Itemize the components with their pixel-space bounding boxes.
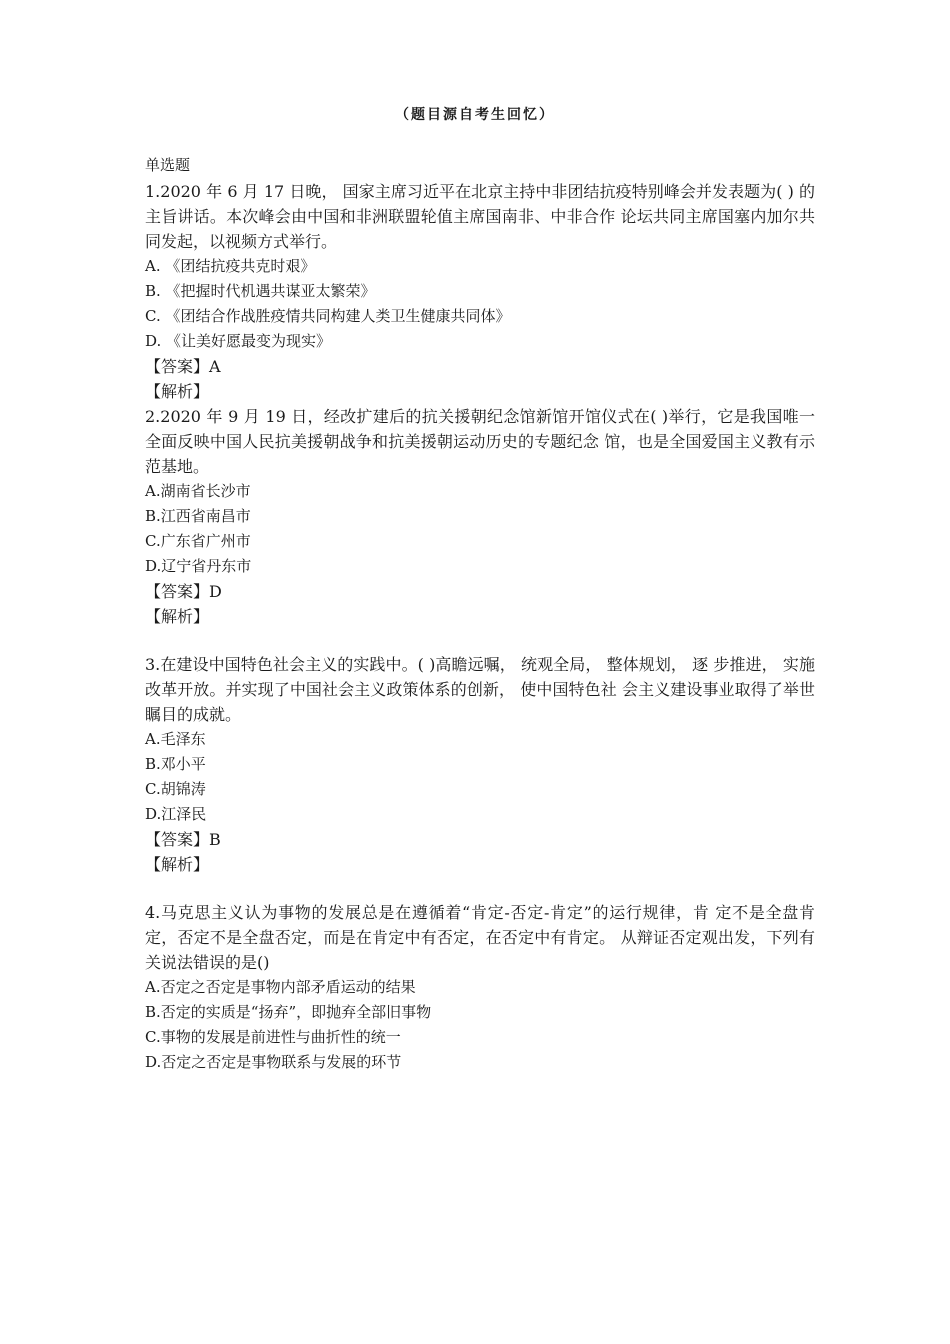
question-stem: 2.2020 年 9 月 19 日，经改扩建后的抗关援朝纪念馆新馆开馆仪式在( )举行，它是我国唯一全面反映中国人民抗美援朝战争和抗美援朝运动历史的专题纪念 馆，也是全国爱国主义教有示范基地。 [145, 407, 815, 476]
source-note: （题目源自考生回忆） [395, 107, 555, 123]
option-b: B.否定的实质是“扬弃”，即抛弃全部旧事物 [145, 1003, 432, 1021]
option-d: D.辽宁省丹东市 [145, 557, 252, 575]
option-a: A.毛泽东 [145, 730, 206, 748]
option-c: C. 《团结合作战胜疫情共同构建人类卫生健康共同体》 [145, 307, 511, 325]
option-d: D.江泽民 [145, 805, 207, 823]
answer: 【答案】B [145, 830, 221, 849]
explanation: 【解析】 [145, 855, 210, 874]
question-stem: 4.马克思主义认为事物的发展总是在遵循着“肯定-否定-肯定”的运行规律，肯 定不是全盘肯定，否定不是全盘否定，而是在肯定中有否定，在否定中有肯定。 从辩证否定观出发，下列有关说法错误的是() [145, 903, 815, 972]
option-a: A.湖南省长沙市 [145, 482, 251, 500]
option-c: C.事物的发展是前进性与曲折性的统一 [145, 1028, 401, 1046]
question-stem: 1.2020 年 6 月 17 日晚， 国家主席习近平在北京主持中非团结抗疫特别峰会并发表题为( ) 的主旨讲话。本次峰会由中国和非洲联盟轮值主席国南非、中非合作 论坛共同主席国塞内加尔共同发起，以视频方式举行。 [145, 182, 815, 251]
question-3 [145, 652, 815, 877]
option-d: D. 《让美好愿最变为现实》 [145, 332, 332, 350]
question-4 [145, 900, 815, 1075]
option-d: D.否定之否定是事物联系与发展的环节 [145, 1053, 402, 1071]
answer: 【答案】A [145, 357, 221, 376]
document-body [145, 156, 815, 1075]
spacer [145, 877, 815, 900]
option-b: B. 《把握时代机遇共谋亚太繁荣》 [145, 282, 376, 300]
answer: 【答案】D [145, 582, 222, 601]
option-a: A.否定之否定是事物内部矛盾运动的结果 [145, 978, 416, 996]
section-title: 单选题 [145, 156, 191, 174]
question-1 [145, 179, 815, 404]
explanation: 【解析】 [145, 607, 210, 626]
option-c: C.胡锦涛 [145, 780, 206, 798]
question-stem: 3.在建设中国特色社会主义的实践中。( )高瞻远嘱， 统观全局， 整体规划， 逐 步推进， 实施改革开放。并实现了中国社会主义政策体系的创新， 使中国特色社 会主义建设事业取得了举世瞩目的成就。 [145, 655, 815, 724]
explanation: 【解析】 [145, 382, 210, 401]
option-b: B.江西省南昌市 [145, 507, 251, 525]
option-c: C.广东省广州市 [145, 532, 251, 550]
option-a: A. 《团结抗疫共克时艰》 [145, 257, 316, 275]
option-b: B.邓小平 [145, 755, 206, 773]
spacer [145, 629, 815, 652]
question-2 [145, 404, 815, 629]
